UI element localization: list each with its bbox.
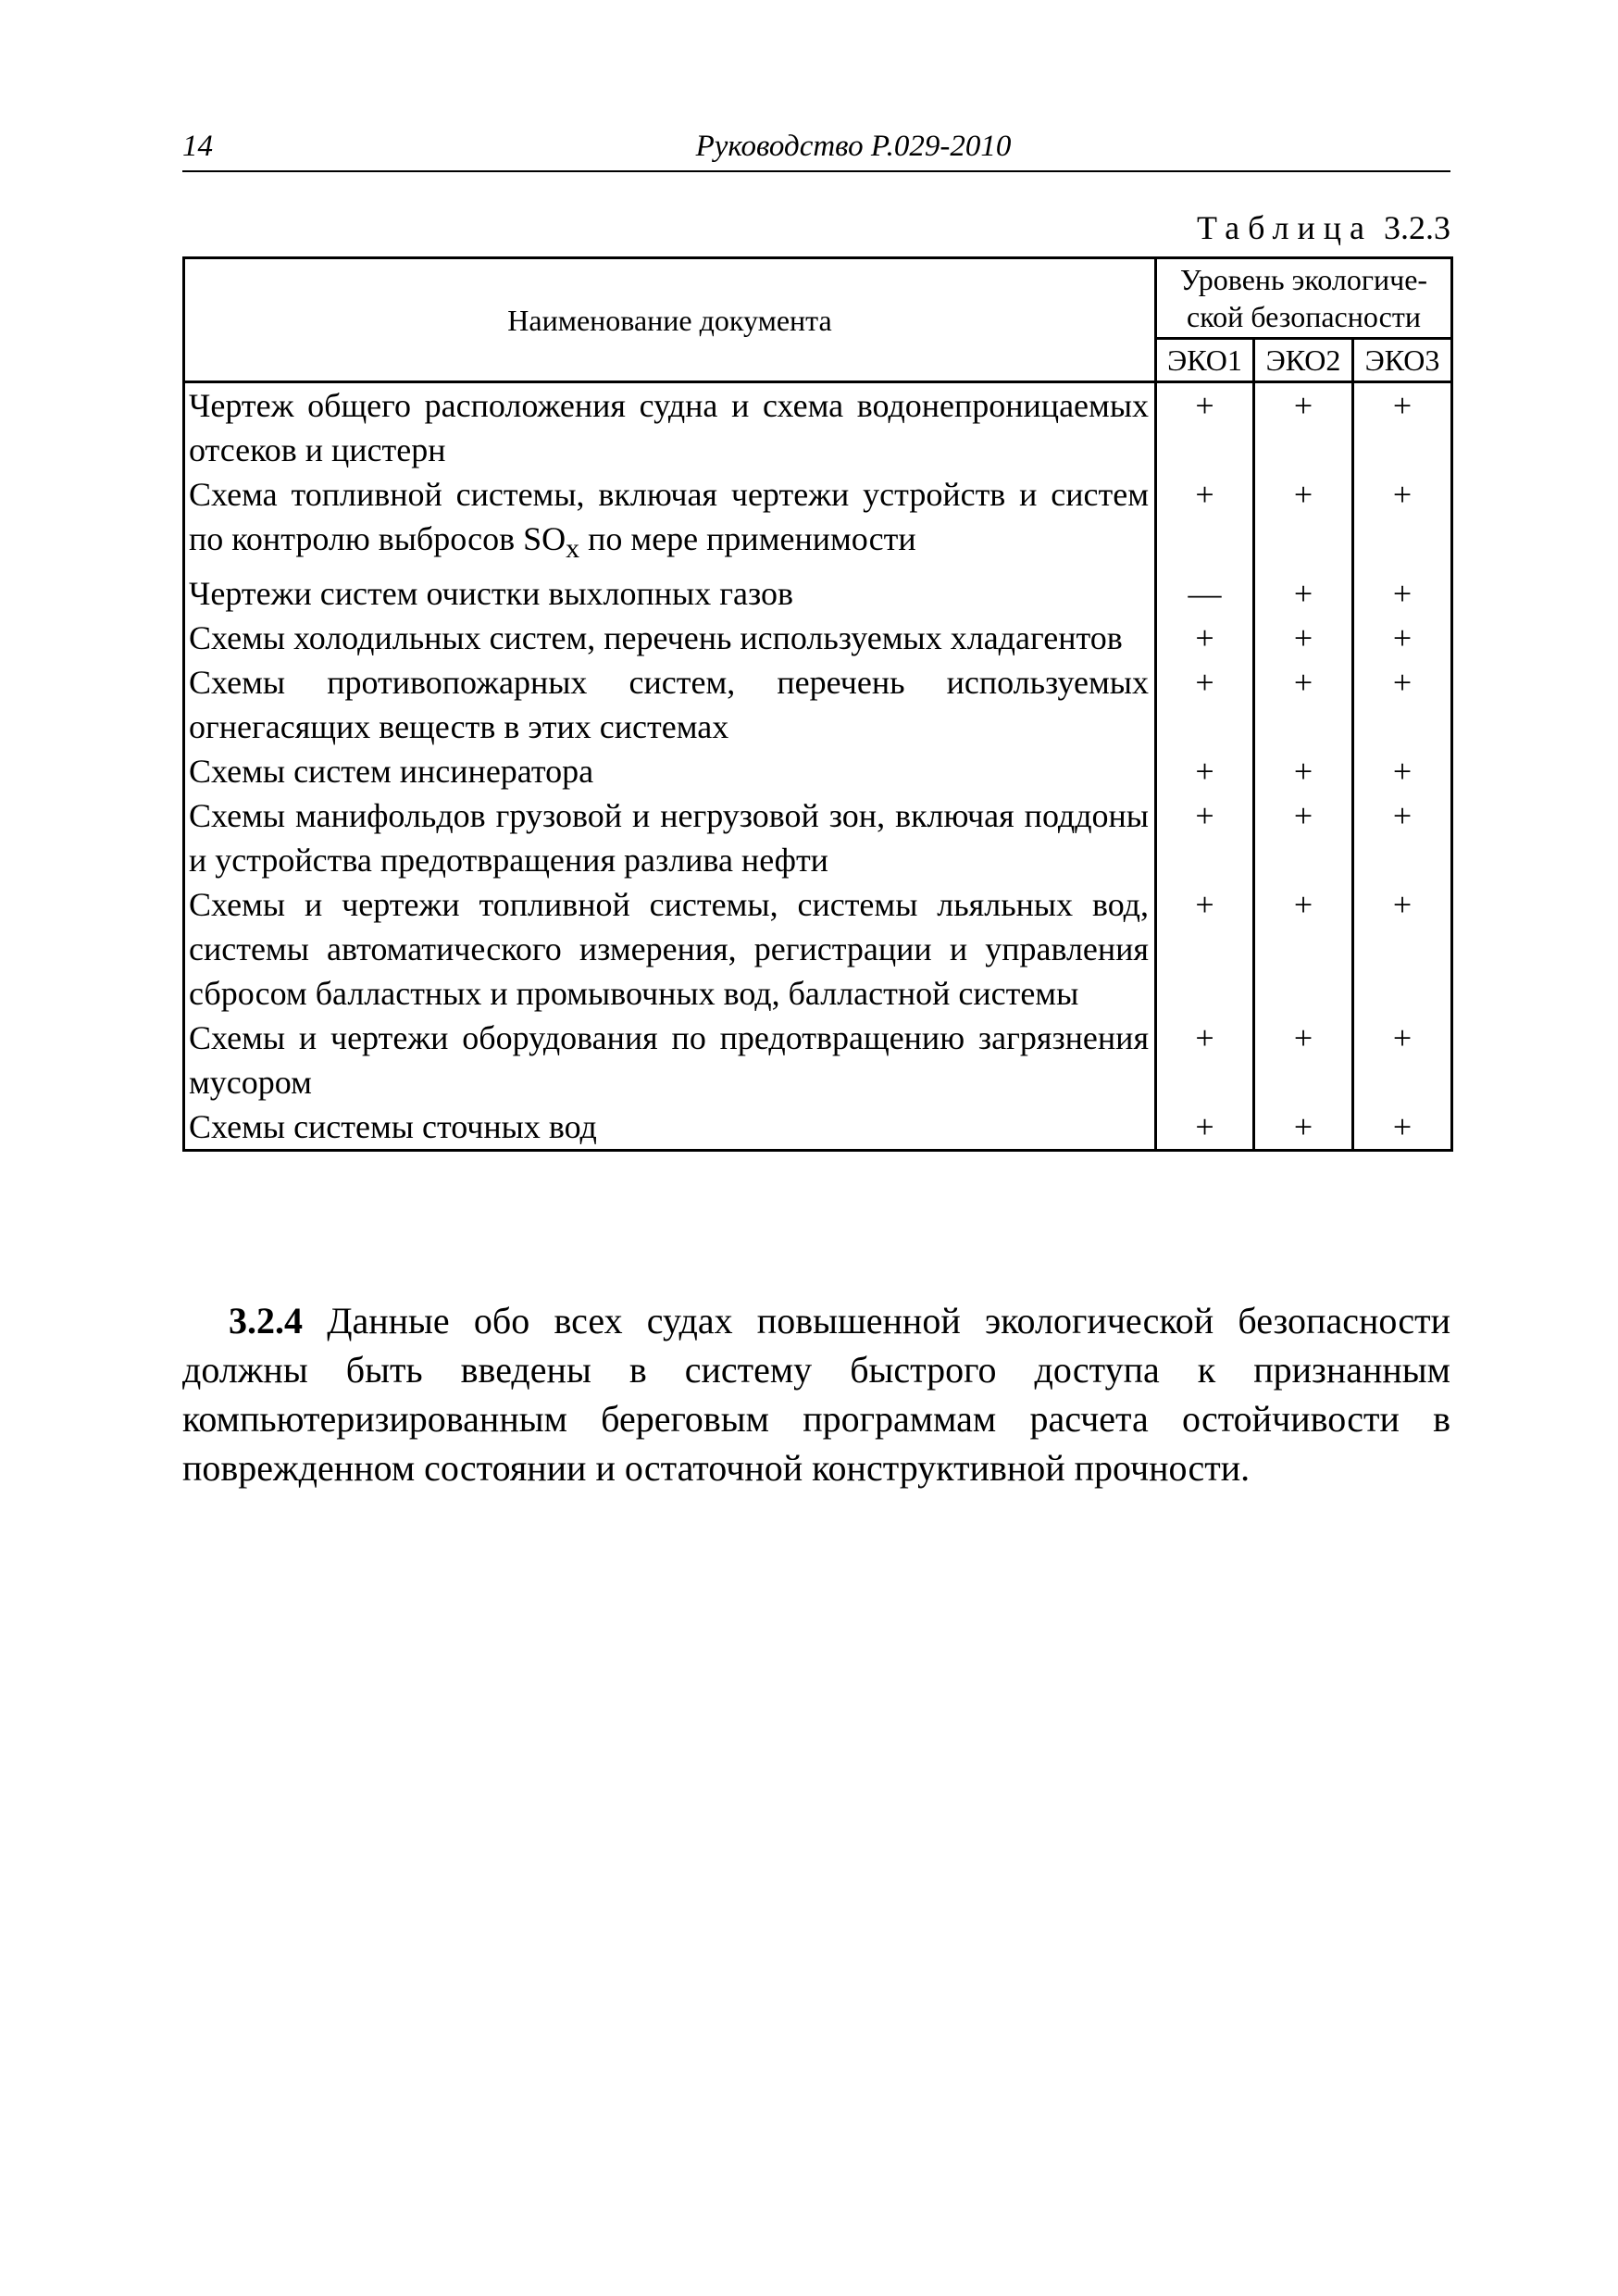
row-name-text-tail: по мере применимости (579, 520, 916, 557)
row-mark-eco2: + (1254, 660, 1353, 749)
column-header-safety-level: Уровень экологиче-ской безопасности (1156, 258, 1452, 339)
table-row (184, 793, 1452, 882)
table-row (184, 472, 1452, 571)
row-mark-eco3: + (1353, 382, 1452, 473)
row-mark-eco1: + (1156, 382, 1254, 473)
row-mark-eco1: + (1156, 660, 1254, 749)
section-text: Данные обо всех судах повышенной экологической безопасности должны быть введены в систему быстрого доступа к признанным компьютеризированным береговым программам расчета остойчивости в поврежденном состоянии и остаточной конструктивной прочности. (182, 1300, 1450, 1489)
table-caption (1197, 208, 1450, 247)
row-document-name: Чертеж общего расположения судна и схема водонепроницаемых отсеков и цистерн (184, 382, 1156, 473)
row-mark-eco2: + (1254, 1016, 1353, 1104)
row-mark-eco2: + (1254, 882, 1353, 1016)
row-mark-eco1: + (1156, 616, 1254, 660)
row-mark-eco1: + (1156, 749, 1254, 793)
column-header-eco3: ЭКО3 (1353, 339, 1452, 382)
row-mark-eco3: + (1353, 749, 1452, 793)
row-mark-eco3: + (1353, 882, 1452, 1016)
row-mark-eco1: + (1156, 1016, 1254, 1104)
table-row (184, 1016, 1452, 1104)
row-document-name: Схемы системы сточных вод (184, 1104, 1156, 1151)
row-mark-eco2: + (1254, 571, 1353, 616)
table-row (184, 616, 1452, 660)
table-header-row (184, 258, 1452, 339)
row-mark-eco1: + (1156, 472, 1254, 571)
table-caption-number: 3.2.3 (1384, 209, 1450, 246)
row-mark-eco2: + (1254, 382, 1353, 473)
row-document-name (184, 472, 1156, 571)
column-header-eco2: ЭКО2 (1254, 339, 1353, 382)
row-name-subscript: x (566, 533, 580, 565)
table-row (184, 571, 1452, 616)
page-number: 14 (182, 130, 213, 163)
documents-table (182, 256, 1453, 1152)
row-mark-eco1: + (1156, 882, 1254, 1016)
row-document-name: Схемы противопожарных систем, перечень используемых огнегасящих веществ в этих системах (184, 660, 1156, 749)
row-mark-eco2: + (1254, 616, 1353, 660)
row-document-name: Чертежи систем очистки выхлопных газов (184, 571, 1156, 616)
row-document-name: Схемы систем инсинератора (184, 749, 1156, 793)
row-mark-eco3: + (1353, 1016, 1452, 1104)
row-document-name: Схемы и чертежи оборудования по предотвращению загрязнения мусором (184, 1016, 1156, 1104)
row-mark-eco3: + (1353, 571, 1452, 616)
row-mark-eco3: + (1353, 616, 1452, 660)
table-caption-word: Таблица (1197, 209, 1373, 246)
row-document-name: Схемы холодильных систем, перечень используемых хладагентов (184, 616, 1156, 660)
table-row (184, 882, 1452, 1016)
column-header-eco1: ЭКО1 (1156, 339, 1254, 382)
table-row (184, 1104, 1452, 1151)
row-mark-eco2: + (1254, 472, 1353, 571)
row-mark-eco3: + (1353, 472, 1452, 571)
row-document-name: Схемы и чертежи топливной системы, системы льяльных вод, системы автоматического измерения, регистрации и управления сбросом балластных и промывочных вод, балластной системы (184, 882, 1156, 1016)
page-header (182, 130, 1450, 172)
row-mark-eco1: + (1156, 1104, 1254, 1151)
row-document-name: Схемы манифольдов грузовой и негрузовой зон, включая поддоны и устройства предотвращения разлива нефти (184, 793, 1156, 882)
column-header-document-name: Наименование документа (184, 258, 1156, 382)
row-mark-eco2: + (1254, 793, 1353, 882)
row-mark-eco2: + (1254, 749, 1353, 793)
section-number: 3.2.4 (229, 1300, 303, 1341)
table-row (184, 660, 1452, 749)
row-name-text: Схема топливной системы, включая чертежи устройств и систем по контролю выбросов SO (189, 476, 1149, 557)
row-mark-eco3: + (1353, 793, 1452, 882)
table-row (184, 382, 1452, 473)
row-mark-eco1: + (1156, 793, 1254, 882)
running-title: Руководство Р.029-2010 (695, 130, 1012, 163)
table-row (184, 749, 1452, 793)
section-paragraph (182, 1296, 1450, 1492)
row-mark-eco2: + (1254, 1104, 1353, 1151)
row-mark-eco3: + (1353, 660, 1452, 749)
row-mark-eco1: — (1156, 571, 1254, 616)
row-mark-eco3: + (1353, 1104, 1452, 1151)
